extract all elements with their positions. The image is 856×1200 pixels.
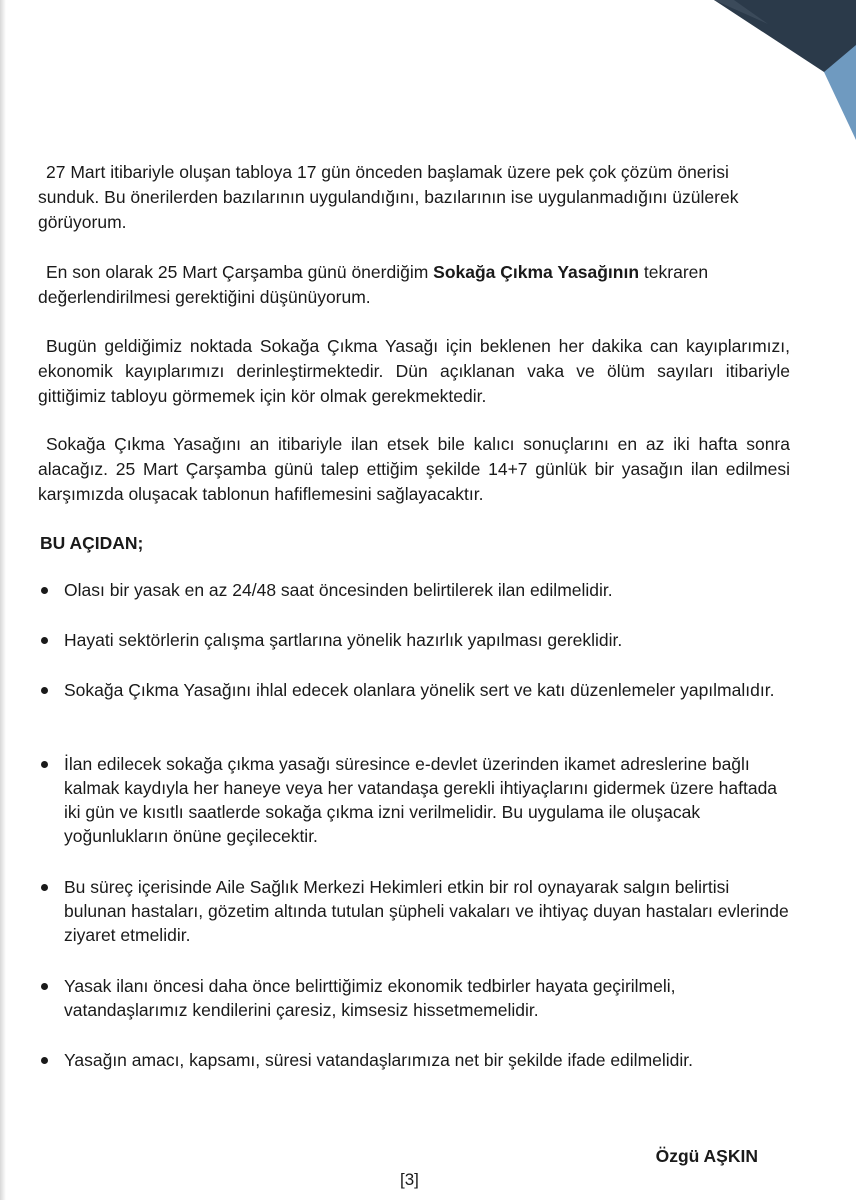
paragraph-results-text: Sokağa Çıkma Yasağını an itibariyle ilan etsek bile kalıcı sonuçlarını en az iki hafta sonra alacağız. 25 Mart Çarşamba günü talep ettiğim şekilde 14+7 günlük bir yasağın ilan edilmesi karşımızda oluşacak tablonun hafiflemesini sağlayacaktır. <box>38 434 790 504</box>
list-item <box>38 678 798 702</box>
section-heading: BU AÇIDAN; <box>40 533 144 553</box>
bullet-icon <box>41 983 48 990</box>
list-item-text: Bu süreç içerisinde Aile Sağlık Merkezi Hekimleri etkin bir rol oynayarak salgın belirtisi bulunan hastaları, gözetim altında tutulan şüpheli vakaları ve ihtiyaç duyan hastaları evlerinde ziyaret etmelidir. <box>64 877 789 945</box>
paragraph-curfew-proposal-bold: Sokağa Çıkma Yasağının <box>433 262 640 282</box>
list-item <box>38 875 798 947</box>
signature-name: Özgü AŞKIN <box>655 1146 758 1166</box>
bullet-icon <box>41 761 48 768</box>
list-item <box>38 752 798 848</box>
paragraph-results <box>38 432 790 507</box>
page-number: [3] <box>400 1170 419 1189</box>
paragraph-intro <box>38 160 790 235</box>
list-item-text: Olası bir yasak en az 24/48 saat öncesinden belirtilerek ilan edilmelidir. <box>64 580 613 600</box>
corner-decoration <box>686 0 856 140</box>
paragraph-current-situation-text: Bugün geldiğimiz noktada Sokağa Çıkma Yasağı için beklenen her dakika can kayıplarımızı, ekonomik kayıplarımızı derinleştirmektedir. Dün açıklanan vaka ve ölüm sayıları itibariyle gittiğimiz tabloyu görmemek için kör olmak gerekmektedir. <box>38 336 790 406</box>
paragraph-intro-text: 27 Mart itibariyle oluşan tabloya 17 gün önceden başlamak üzere pek çok çözüm önerisi sunduk. Bu önerilerden bazılarının uygulandığını, bazılarının ise uygulanmadığını üzülerek görüyorum. <box>38 162 739 232</box>
paragraph-current-situation <box>38 334 790 409</box>
bullet-icon <box>41 587 48 594</box>
bullet-icon <box>41 1057 48 1064</box>
list-item <box>38 1048 798 1072</box>
paragraph-curfew-proposal <box>38 260 790 310</box>
list-item-text: Hayati sektörlerin çalışma şartlarına yönelik hazırlık yapılması gereklidir. <box>64 630 623 650</box>
bullet-icon <box>41 687 48 694</box>
paragraph-curfew-proposal-before: En son olarak 25 Mart Çarşamba günü önerdiğim <box>46 262 434 282</box>
bullet-icon <box>41 884 48 891</box>
list-item <box>38 578 798 602</box>
list-item <box>38 628 798 652</box>
page-left-edge-shadow <box>0 0 6 1200</box>
paragraph-curfew-proposal-after: tekraren değerlendirilmesi gerektiğini düşünüyorum. <box>38 262 709 307</box>
list-item-text: Yasak ilanı öncesi daha önce belirttiğimiz ekonomik tedbirler hayata geçirilmeli, vatandaşlarımız kendilerini çaresiz, kimsesiz hissetmemelidir. <box>64 976 676 1020</box>
list-item <box>38 974 798 1022</box>
list-item-text: Sokağa Çıkma Yasağını ihlal edecek olanlara yönelik sert ve katı düzenlemeler yapılmalıdır. <box>64 680 775 700</box>
list-item-text: İlan edilecek sokağa çıkma yasağı süresince e-devlet üzerinden ikamet adreslerine bağlı kalmak kaydıyla her haneye veya her vatandaşa gerekli ihtiyaçlarını gidermek üzere haftada iki gün ve kısıtlı saatlerde sokağa çıkma izni verilmelidir. Bu uygulama ile oluşacak yoğunlukların önüne geçilecektir. <box>64 754 778 846</box>
bullet-icon <box>41 637 48 644</box>
list-item-text: Yasağın amacı, kapsamı, süresi vatandaşlarımıza net bir şekilde ifade edilmelidir. <box>64 1050 694 1070</box>
